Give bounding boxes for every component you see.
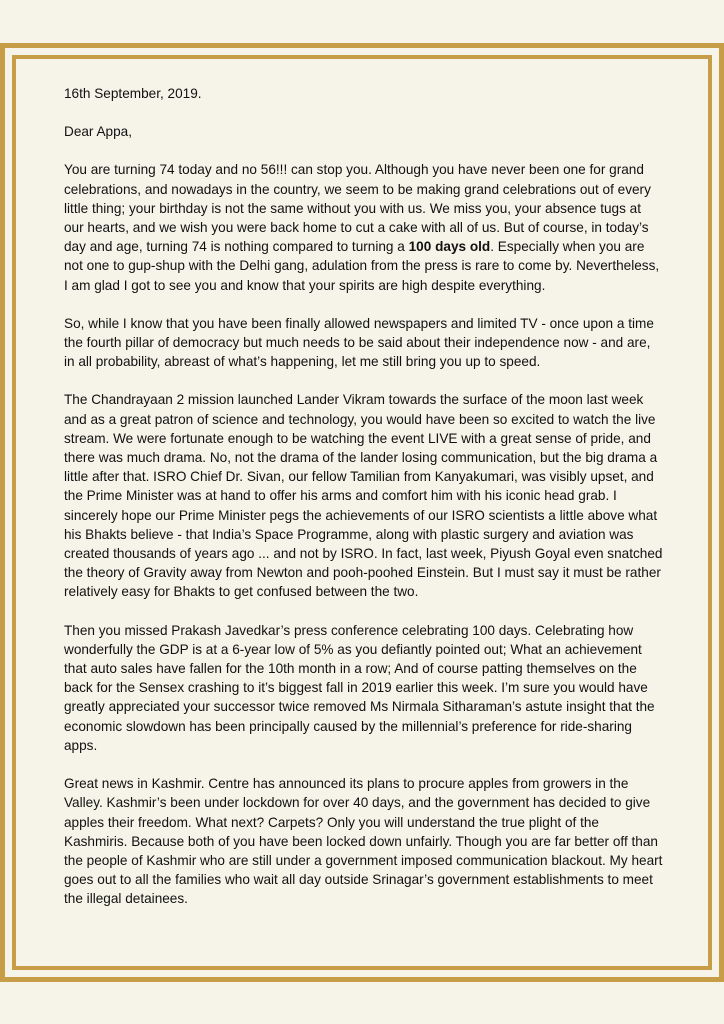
paragraph-newspapers: So, while I know that you have been finally allowed newspapers and limited TV - once upon a time the fourth pillar of democracy but much needs to be said about their independence now - and are, in all probability, abreast of what’s happening, let me still bring you up to speed. [64, 315, 654, 370]
paragraph-press-conference: Then you missed Prakash Javedkar’s press conference celebrating 100 days. Celebrating how wonderfully the GDP is at a 6-year low of 5% as you defiantly pointed out; What an achievement that auto sales have fallen for the 10th month in a row; And of course patting themselves on the back for the Sensex crashing to it’s biggest fall in 2019 earlier this week. I’m sure you would have greatly appreciated your successor twice removed Ms Nirmala Sitharaman’s astute insight that the economic slowdown has been principally caused by the millennial’s preference for ride-sharing apps. [64, 622, 655, 753]
paragraph-birthday-text-end: . Especially when you are not one to gup-shup with the Delhi gang, adulation from the press is rare to come by. Nevertheless, I am glad I got to see you and know that your spirits are high despite everything. [64, 239, 660, 293]
paragraph-kashmir: Great news in Kashmir. Centre has announced its plans to procure apples from growers in the Valley. Kashmir’s been under lockdown for over 40 days, and the government has decided to give apples their freedom. What next? Carpets? Only you will understand the true plight of the Kashmiris. Because both of you have been locked down unfairly. Though you are far better off than the people of Kashmir who are still under a government imposed communication blackout. My heart goes out to all the families who wait all day outside Srinagar’s government establishments to meet the illegal detainees. [64, 776, 663, 907]
paragraph-chandrayaan: The Chandrayaan 2 mission launched Lander Vikram towards the surface of the moon last week and as a great patron of science and technology, you would have been so excited to watch the live stream. We were fortunate enough to be watching the event LIVE with a great sense of pride, and there was much drama. No, not the drama of the lander losing communication, but the big drama a little after that. ISRO Chief Dr. Sivan, our fellow Tamilian from Kanyakumari, was visibly upset, and the Prime Minister was at hand to offer his arms and comfort him with his iconic head grab. I sincerely hope our Prime Minister pegs the achievements of our ISRO scientists a little above what his Bhakts believe - that India’s Space Programme, along with plastic surgery and aviation was created thousands of years ago ... and not by ISRO. In fact, last week, Piyush Goyal even snatched the theory of Gravity away from Newton and pooh-poohed Einstein. But I must say it must be rather relatively easy for Bhakts to get confused between the two. [64, 392, 663, 600]
paragraph-birthday-text-start: You are turning 74 today and no 56!!! can stop you. Although you have never been one for grand celebrations, and nowadays in the country, we seem to be making grand celebrations out of every little thing; your birthday is not the same without you with us. We miss you, your absence tugs at our hearts, and we wish you were back home to cut a cake with all of us. But of course, in today’s day and age, turning 74 is nothing compared to turning a [64, 162, 651, 255]
paragraph-birthday-bold: 100 days old [408, 239, 491, 255]
letter-body [64, 84, 664, 909]
paragraph-birthday [64, 160, 664, 294]
letter-date: 16th September, 2019. [64, 86, 202, 101]
letter-salutation: Dear Appa, [64, 124, 133, 140]
